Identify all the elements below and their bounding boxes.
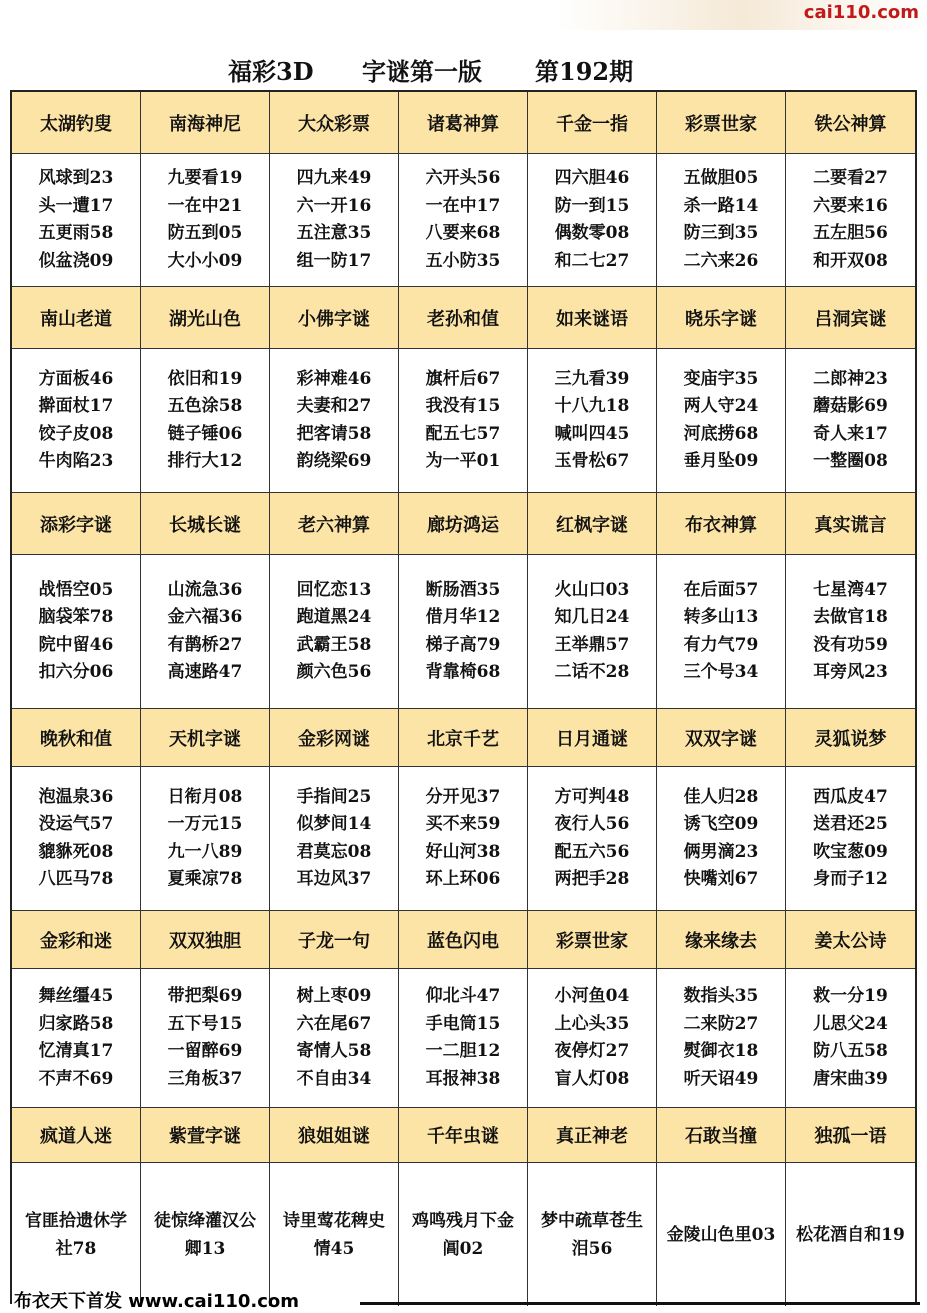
riddle-line: 四六胆46 [554,168,630,188]
riddle-line: 四九来49 [296,168,372,188]
poem-cell: 诗里莺花稗史情45 [270,1163,399,1306]
riddle-cell [141,555,270,709]
riddle-line: 身而子12 [813,869,888,889]
riddle-line: 快嘴刘67 [683,869,759,889]
riddle-cell [270,555,399,709]
riddle-line: 防八五58 [813,1041,888,1061]
riddle-line: 小河鱼04 [554,986,630,1006]
riddle-line: 唐宋曲39 [813,1068,888,1089]
riddle-line: 蘑菇影69 [813,396,888,416]
riddle-cell [141,969,270,1108]
riddle-line: 玉骨松67 [554,451,630,471]
riddle-line: 手指间25 [296,786,372,807]
riddle-line: 五更雨58 [38,223,114,243]
riddle-cell [528,969,657,1108]
riddle-line: 分开见37 [425,786,501,807]
riddle-line: 泡温泉36 [38,786,114,807]
riddle-line: 一在中21 [167,195,243,216]
riddle-line: 夜停灯27 [554,1041,630,1061]
riddle-source-title: 大众彩票 [270,92,399,154]
riddle-line: 诱飞空09 [683,814,759,834]
riddle-line: 颜六色56 [296,662,372,682]
riddle-line: 归家路58 [38,1013,114,1034]
riddle-source-title: 真实谎言 [786,493,915,555]
riddle-line: 买不来59 [425,814,501,834]
riddle-line: 忆清真17 [38,1041,114,1061]
riddle-line: 六要来16 [813,195,888,216]
poem-cell: 鸡鸣残月下金阊02 [399,1163,528,1306]
riddle-line: 吹宝葱09 [813,841,888,862]
riddle-line: 转多山13 [683,607,759,627]
riddle-source-title: 紫萱字谜 [141,1108,270,1163]
riddle-line: 擀面杖17 [38,396,114,416]
riddle-line: 不自由34 [296,1068,372,1089]
riddle-source-title: 双双独胆 [141,911,270,969]
riddle-line: 一万元15 [167,814,243,834]
riddle-line: 河底捞68 [683,423,759,444]
riddle-source-title: 彩票世家 [528,911,657,969]
riddle-line: 垂月坠09 [683,451,759,471]
riddle-source-title: 石敢当撞 [657,1108,786,1163]
riddle-source-title: 老孙和值 [399,287,528,349]
riddle-line: 彩神难46 [296,368,372,389]
riddle-line: 十八九18 [554,396,630,416]
riddle-line: 五做胆05 [683,168,759,188]
riddle-line: 知几日24 [554,607,630,627]
riddle-line: 夫妻和27 [296,396,372,416]
riddle-line: 似梦间14 [296,814,372,834]
riddle-line: 熨御衣18 [683,1041,759,1061]
riddle-source-title: 南海神尼 [141,92,270,154]
riddle-source-title: 铁公神算 [786,92,915,154]
riddle-source-title: 灵狐说梦 [786,709,915,767]
riddle-line: 二话不28 [554,662,630,682]
riddle-line: 牛肉陷23 [38,451,114,471]
riddle-cell [270,349,399,493]
riddle-cell [528,555,657,709]
riddle-cell [657,969,786,1108]
top-banner [0,0,927,30]
title-edition: 字谜第一版 [362,57,482,86]
riddle-line: 五注意35 [296,223,372,243]
riddle-cell [528,154,657,287]
riddle-source-title: 千金一指 [528,92,657,154]
riddle-line: 两人守24 [683,396,759,416]
riddle-line: 六一开16 [296,195,372,216]
riddle-line: 断肠酒35 [425,579,501,600]
riddle-source-title: 长城长谜 [141,493,270,555]
riddle-line: 借月华12 [425,607,501,627]
riddle-line: 防三到35 [683,223,759,243]
riddle-line: 把客请58 [296,423,372,444]
riddle-cell [12,555,141,709]
riddle-line: 和二七27 [554,250,630,271]
riddle-line: 耳边风37 [296,869,372,889]
riddle-line: 八匹马78 [38,869,114,889]
riddle-line: 夏乘凉78 [167,869,243,889]
riddle-cell [657,555,786,709]
riddle-line: 救一分19 [813,986,888,1006]
riddle-line: 跑道黑24 [296,607,372,627]
riddle-source-title: 廊坊鸿运 [399,493,528,555]
riddle-line: 为一平01 [425,451,501,471]
riddle-cell [399,767,528,911]
riddle-line: 武霸王58 [296,634,372,655]
riddle-line: 方面板46 [38,368,114,389]
riddle-line: 没运气57 [38,814,114,834]
riddle-line: 树上枣09 [296,986,372,1006]
riddle-line: 有鹊桥27 [167,634,243,655]
riddle-source-title: 千年虫谜 [399,1108,528,1163]
riddle-line: 战悟空05 [38,579,114,600]
riddle-source-title: 红枫字谜 [528,493,657,555]
riddle-line: 五下号15 [167,1013,243,1034]
riddle-source-title: 南山老道 [12,287,141,349]
riddle-source-title: 狼姐姐谜 [270,1108,399,1163]
riddle-line: 偶数零08 [554,223,630,243]
riddle-cell [399,154,528,287]
riddle-line: 西瓜皮47 [813,786,888,807]
riddle-line: 不声不69 [38,1068,114,1089]
riddle-source-title: 晓乐字谜 [657,287,786,349]
riddle-line: 扣六分06 [38,662,114,682]
riddle-line: 和开双08 [813,250,888,271]
riddle-line: 三个号34 [683,662,759,682]
riddle-line: 好山河38 [425,841,501,862]
riddle-source-title: 独孤一语 [786,1108,915,1163]
riddle-line: 一整圈08 [813,451,888,471]
riddle-line: 防五到05 [167,223,243,243]
riddle-line: 七星湾47 [813,579,888,600]
riddle-source-title: 真正神老 [528,1108,657,1163]
riddle-line: 舞丝缰45 [38,986,114,1006]
riddle-source-title: 太湖钓叟 [12,92,141,154]
riddle-line: 金六福36 [167,607,243,627]
riddle-line: 喊叫四45 [554,423,630,444]
riddle-source-title: 诸葛神算 [399,92,528,154]
riddle-line: 大小小09 [167,250,243,271]
riddle-cell [12,767,141,911]
riddle-cell [12,349,141,493]
riddle-line: 高速路47 [167,662,243,682]
riddle-cell [12,154,141,287]
riddle-source-title: 天机字谜 [141,709,270,767]
riddle-line: 三角板37 [167,1068,243,1089]
riddle-line: 一在中17 [425,195,501,216]
riddle-line: 排行大12 [167,451,243,471]
riddle-source-title: 日月通谜 [528,709,657,767]
riddle-line: 依旧和19 [167,368,243,389]
riddle-line: 盲人灯08 [554,1068,630,1089]
riddle-line: 去做官18 [813,607,888,627]
riddle-cell [270,767,399,911]
riddle-line: 配五七57 [425,423,501,444]
riddle-cell [657,154,786,287]
riddle-line: 风球到23 [38,168,114,188]
riddle-source-title: 添彩字谜 [12,493,141,555]
riddle-line: 奇人来17 [813,423,888,444]
riddle-line: 貔貅死08 [38,841,114,862]
riddle-cell [141,349,270,493]
riddle-line: 君莫忘08 [296,841,372,862]
riddle-source-title: 疯道人迷 [12,1108,141,1163]
riddle-cell [528,349,657,493]
riddle-cell [786,767,915,911]
title-issue: 第192期 [535,57,634,86]
riddle-cell [12,969,141,1108]
riddle-cell [270,154,399,287]
riddle-line: 寄情人58 [296,1041,372,1061]
riddle-source-title: 布衣神算 [657,493,786,555]
site-watermark: cai110.com [803,2,919,23]
riddle-line: 耳旁风23 [813,662,888,682]
riddle-source-title: 彩票世家 [657,92,786,154]
title-brand: 福彩3D [228,57,314,86]
riddle-cell [786,969,915,1108]
riddle-line: 旗杆后67 [425,368,501,389]
riddle-line: 脑袋笨78 [38,607,114,627]
riddle-cell [528,767,657,911]
riddle-line: 火山口03 [554,579,630,600]
riddle-source-title: 子龙一句 [270,911,399,969]
riddle-line: 听天诏49 [683,1068,759,1089]
riddle-cell [399,555,528,709]
riddle-source-title: 晚秋和值 [12,709,141,767]
riddle-line: 二来防27 [683,1013,759,1034]
riddle-line: 方可判48 [554,786,630,807]
riddle-line: 八要来68 [425,223,501,243]
page-title [0,52,927,86]
poem-cell: 官匪拾遗休学社78 [12,1163,141,1306]
riddle-line: 九要看19 [167,168,243,188]
riddle-cell [657,767,786,911]
riddle-cell [141,154,270,287]
riddle-cell [657,349,786,493]
riddle-line: 五小防35 [425,250,501,271]
riddle-cell [399,969,528,1108]
poem-cell: 梦中疏草苍生泪56 [528,1163,657,1306]
riddle-line: 背靠椅68 [425,662,501,682]
riddle-line: 回忆恋13 [296,579,372,600]
riddle-line: 没有功59 [813,634,888,655]
riddle-line: 配五六56 [554,841,630,862]
riddle-line: 似盆浇09 [38,250,114,271]
riddle-line: 二六来26 [683,250,759,271]
riddle-line: 韵绕梁69 [296,451,372,471]
riddle-source-title: 北京千艺 [399,709,528,767]
poem-cell: 松花酒自和19 [786,1163,915,1306]
riddle-cell [786,555,915,709]
riddle-source-title: 湖光山色 [141,287,270,349]
riddle-line: 五左胆56 [813,223,888,243]
riddle-line: 防一到15 [554,195,630,216]
riddle-line: 组一防17 [296,250,372,271]
riddle-line: 带把梨69 [167,986,243,1006]
riddle-cell [141,767,270,911]
riddle-source-title: 蓝色闪电 [399,911,528,969]
riddle-line: 儿思父24 [813,1013,888,1034]
riddle-source-title: 缘来缘去 [657,911,786,969]
riddle-source-title: 老六神算 [270,493,399,555]
riddle-cell [270,969,399,1108]
riddle-line: 梯子高79 [425,634,501,655]
riddle-line: 上心头35 [554,1013,630,1034]
riddle-line: 王举鼎57 [554,634,630,655]
riddle-cell [786,154,915,287]
riddle-line: 链子锤06 [167,423,243,444]
riddle-line: 一二胆12 [425,1041,501,1061]
riddle-line: 三九看39 [554,368,630,389]
riddle-line: 一留醉69 [167,1041,243,1061]
riddle-line: 日衔月08 [167,786,243,807]
riddle-line: 山流急36 [167,579,243,600]
riddle-cell [399,349,528,493]
riddle-line: 佳人归28 [683,786,759,807]
riddle-line: 二要看27 [813,168,888,188]
footer-credit: 布衣天下首发 www.cai110.com [14,1291,300,1312]
riddle-line: 五色涂58 [167,396,243,416]
riddle-line: 六在尾67 [296,1013,372,1034]
riddle-line: 俩男滴23 [683,841,759,862]
riddle-line: 变庙宇35 [683,368,759,389]
riddle-line: 有力气79 [683,634,759,655]
riddle-source-title: 金彩网谜 [270,709,399,767]
poem-cell: 金陵山色里03 [657,1163,786,1306]
riddle-source-title: 如来谜语 [528,287,657,349]
riddle-line: 头一遭17 [38,195,114,216]
riddle-line: 二郎神23 [813,368,888,389]
riddle-line: 夜行人56 [554,814,630,834]
riddle-source-title: 双双字谜 [657,709,786,767]
riddle-line: 杀一路14 [683,195,759,216]
riddle-source-title: 姜太公诗 [786,911,915,969]
poem-cell: 徒惊绛灌汉公卿13 [141,1163,270,1306]
riddle-source-title: 吕洞宾谜 [786,287,915,349]
riddle-line: 仰北斗47 [425,986,501,1006]
riddle-line: 我没有15 [425,396,501,416]
riddle-line: 院中留46 [38,634,114,655]
riddle-line: 两把手28 [554,869,630,889]
riddle-line: 送君还25 [813,814,888,834]
riddle-line: 数指头35 [683,986,759,1006]
riddle-source-title: 小佛字谜 [270,287,399,349]
footer-divider [360,1302,920,1305]
riddle-line: 在后面57 [683,579,759,600]
riddle-line: 九一八89 [167,841,243,862]
riddle-line: 饺子皮08 [38,423,114,444]
riddle-table [10,90,917,1304]
riddle-source-title: 金彩和迷 [12,911,141,969]
riddle-line: 六开头56 [425,168,501,188]
riddle-cell [786,349,915,493]
riddle-line: 耳报神38 [425,1068,501,1089]
riddle-line: 环上环06 [425,869,501,889]
riddle-line: 手电筒15 [425,1013,501,1034]
